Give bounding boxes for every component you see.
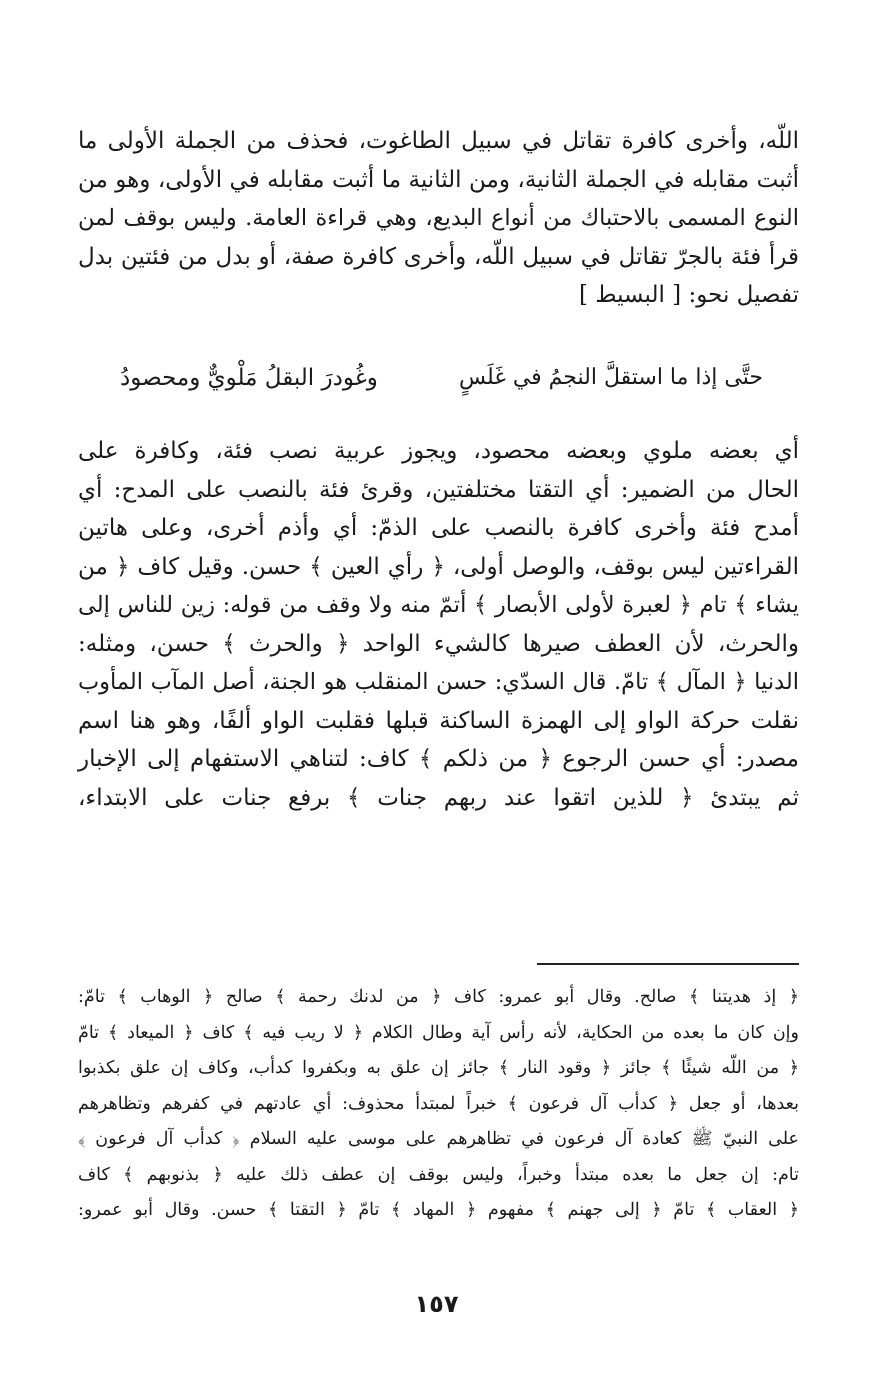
main-text-lower bbox=[78, 432, 799, 817]
footnote-line: بعدها، أو جعل ﴿ كدأب آل فرعون ﴾ خبراً لمبتدأ محذوف: أي عادتهم في كفرهم وتظاهرهم bbox=[78, 1093, 799, 1114]
page-number: ١٥٧ bbox=[414, 1290, 459, 1318]
verse-second-hemistich: وغُودرَ البقلُ مَلْويٌّ ومحصودُ bbox=[120, 365, 378, 391]
text-line: تفصيل نحو: [ البسيط ] bbox=[578, 282, 799, 308]
text-line: أي بعضه ملوي وبعضه محصود، ويجوز عربية نصب فئة، وكافرة على bbox=[78, 438, 799, 464]
text-line: ثم يبتدئ ﴿ للذين اتقوا عند ربهم جنات ﴾ برفع جنات على الابتداء، bbox=[78, 784, 799, 811]
text-line: أمدح فئة وأخرى كافرة بالنصب على الذمّ: أي وأذم أخرى، وعلى هاتين bbox=[78, 515, 799, 541]
footnotes bbox=[78, 980, 799, 1229]
footnote-line: ﴿ إذ هديتنا ﴾ صالح. وقال أبو عمرو: كاف ﴿ من لدنك رحمة ﴾ صالح ﴿ الوهاب ﴾ تامّ: bbox=[78, 987, 799, 1007]
poetry-verse bbox=[120, 358, 763, 398]
text-line: الدنيا ﴿ المآل ﴾ تامّ. قال السدّي: حسن المنقلب هو الجنة، أصل المآب المأوب bbox=[78, 669, 799, 695]
verse-first-hemistich: حتَّى إذا ما استقلَّ النجمُ في غَلَسٍ bbox=[458, 365, 763, 390]
text-line: يشاء ﴾ تام ﴿ لعبرة لأولى الأبصار ﴾ أتمّ منه ولا وقف من قوله: زين للناس إلى bbox=[78, 592, 799, 618]
footnote-line: ﴿ من اللّه شيئًا ﴾ جائز ﴿ وقود النار ﴾ جائز إن علق به وبكفروا كدأب، وكاف إن علق بكذبوا bbox=[78, 1058, 799, 1078]
text-line: النوع المسمى بالاحتباك من أنواع البديع، وهي قراءة العامة. وليس بوقف لمن bbox=[78, 205, 799, 231]
text-line: قرأ فئة بالجرّ تقاتل في سبيل اللّه، وأخرى كافرة صفة، أو بدل من فئتين بدل bbox=[78, 243, 799, 270]
text-line: نقلت حركة الواو إلى الهمزة الساكنة قبلها فقلبت الواو ألفًا، وهو هنا اسم bbox=[78, 707, 799, 734]
text-line: القراءتين ليس بوقف، والوصل أولى، ﴿ رأي العين ﴾ حسن. وقيل كاف ﴿ من bbox=[78, 553, 799, 580]
footnote-line: ﴿ العقاب ﴾ تامّ ﴿ إلى جهنم ﴾ مفهوم ﴿ المهاد ﴾ تامّ ﴿ التقتا ﴾ حسن. وقال أبو عمرو: bbox=[78, 1200, 799, 1220]
footnote-separator bbox=[537, 963, 799, 965]
text-line: مصدر: أي حسن الرجوع ﴿ من ذلكم ﴾ كاف: لتناهي الاستفهام إلى الإخبار bbox=[78, 746, 799, 772]
text-line: الحال من الضمير: أي التقتا مختلفتين، وقرئ فئة بالنصب على المدح: أي bbox=[78, 476, 799, 503]
main-text-upper bbox=[78, 122, 799, 315]
text-line: أثبت مقابله في الجملة الثانية، ومن الثانية ما أثبت مقابله في الأولى، وهو من bbox=[78, 166, 799, 193]
text-line: اللّه، وأخرى كافرة تقاتل في سبيل الطاغوت، فحذف من الجملة الأولى ما bbox=[78, 128, 799, 154]
footnote-line: وإن كان ما بعده من الحكاية، لأنه رأس آية وطال الكلام ﴿ لا ريب فيه ﴾ كاف ﴿ الميعاد ﴾ تامّ bbox=[78, 1022, 799, 1043]
footnote-line: على النبيّ ﷺ كعادة آل فرعون في تظاهرهم على موسى عليه السلام ﴿ كدأب آل فرعون ﴾ bbox=[78, 1129, 799, 1149]
footnote-line: تام: إن جعل ما بعده مبتدأ وخبراً، وليس بوقف إن عطف ذلك عليه ﴿ بذنوبهم ﴾ كاف bbox=[78, 1164, 799, 1185]
text-line: والحرث، لأن العطف صيرها كالشيء الواحد ﴿ والحرث ﴾ حسن، ومثله: bbox=[78, 630, 799, 657]
